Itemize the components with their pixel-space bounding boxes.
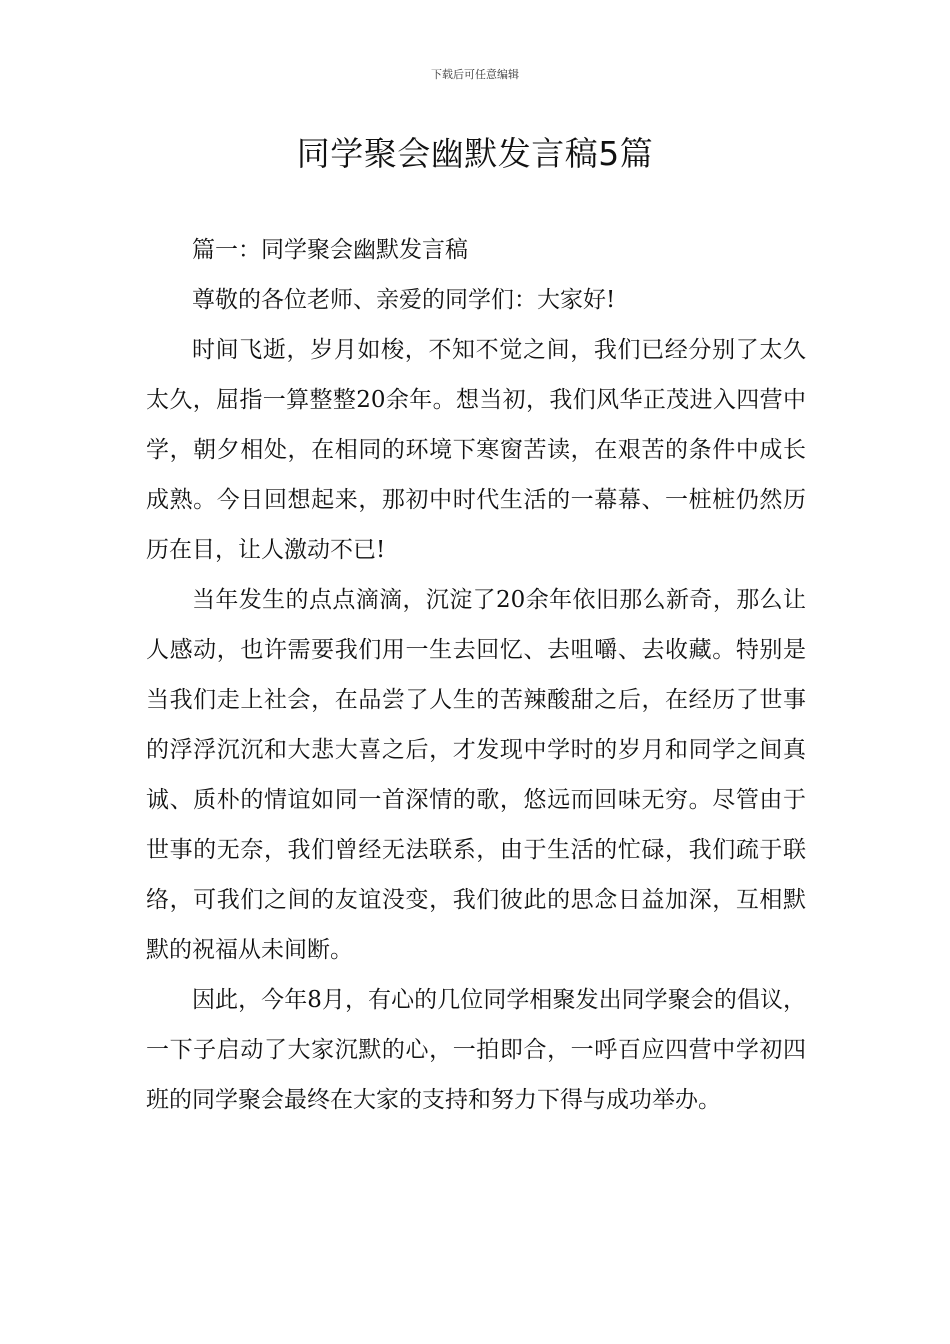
document-body [146, 225, 806, 1125]
body-paragraph: 当年发生的点点滴滴，沉淀了20余年依旧那么新奇，那么让人感动，也许需要我们用一生去回忆、去咀嚼、去收藏。特别是当我们走上社会，在品尝了人生的苦辣酸甜之后，在经历了世事的浮浮沉沉和大悲大喜之后，才发现中学时的岁月和同学之间真诚、质朴的情谊如同一首深情的歌，悠远而回味无穷。尽管由于世事的无奈，我们曾经无法联系，由于生活的忙碌，我们疏于联络，可我们之间的友谊没变，我们彼此的思念日益加深，互相默默的祝福从未间断。 [146, 587, 806, 963]
header-note: 下载后可任意编辑 [431, 68, 519, 81]
body-paragraph: 因此，今年8月，有心的几位同学相聚发出同学聚会的倡议，一下子启动了大家沉默的心，一拍即合，一呼百应四营中学初四班的同学聚会最终在大家的支持和努力下得与成功举办。 [146, 987, 806, 1113]
body-paragraph: 时间飞逝，岁月如梭，不知不觉之间，我们已经分别了太久太久，屈指一算整整20余年。想当初，我们风华正茂进入四营中学，朝夕相处，在相同的环境下寒窗苦读，在艰苦的条件中成长成熟。今日回想起来，那初中时代生活的一幕幕、一桩桩仍然历历在目，让人激动不已! [146, 337, 806, 563]
section-heading: 篇一：同学聚会幽默发言稿 [192, 237, 468, 263]
document-title: 同学聚会幽默发言稿5篇 [296, 134, 654, 173]
salutation-paragraph: 尊敬的各位老师、亲爱的同学们：大家好! [192, 287, 616, 313]
